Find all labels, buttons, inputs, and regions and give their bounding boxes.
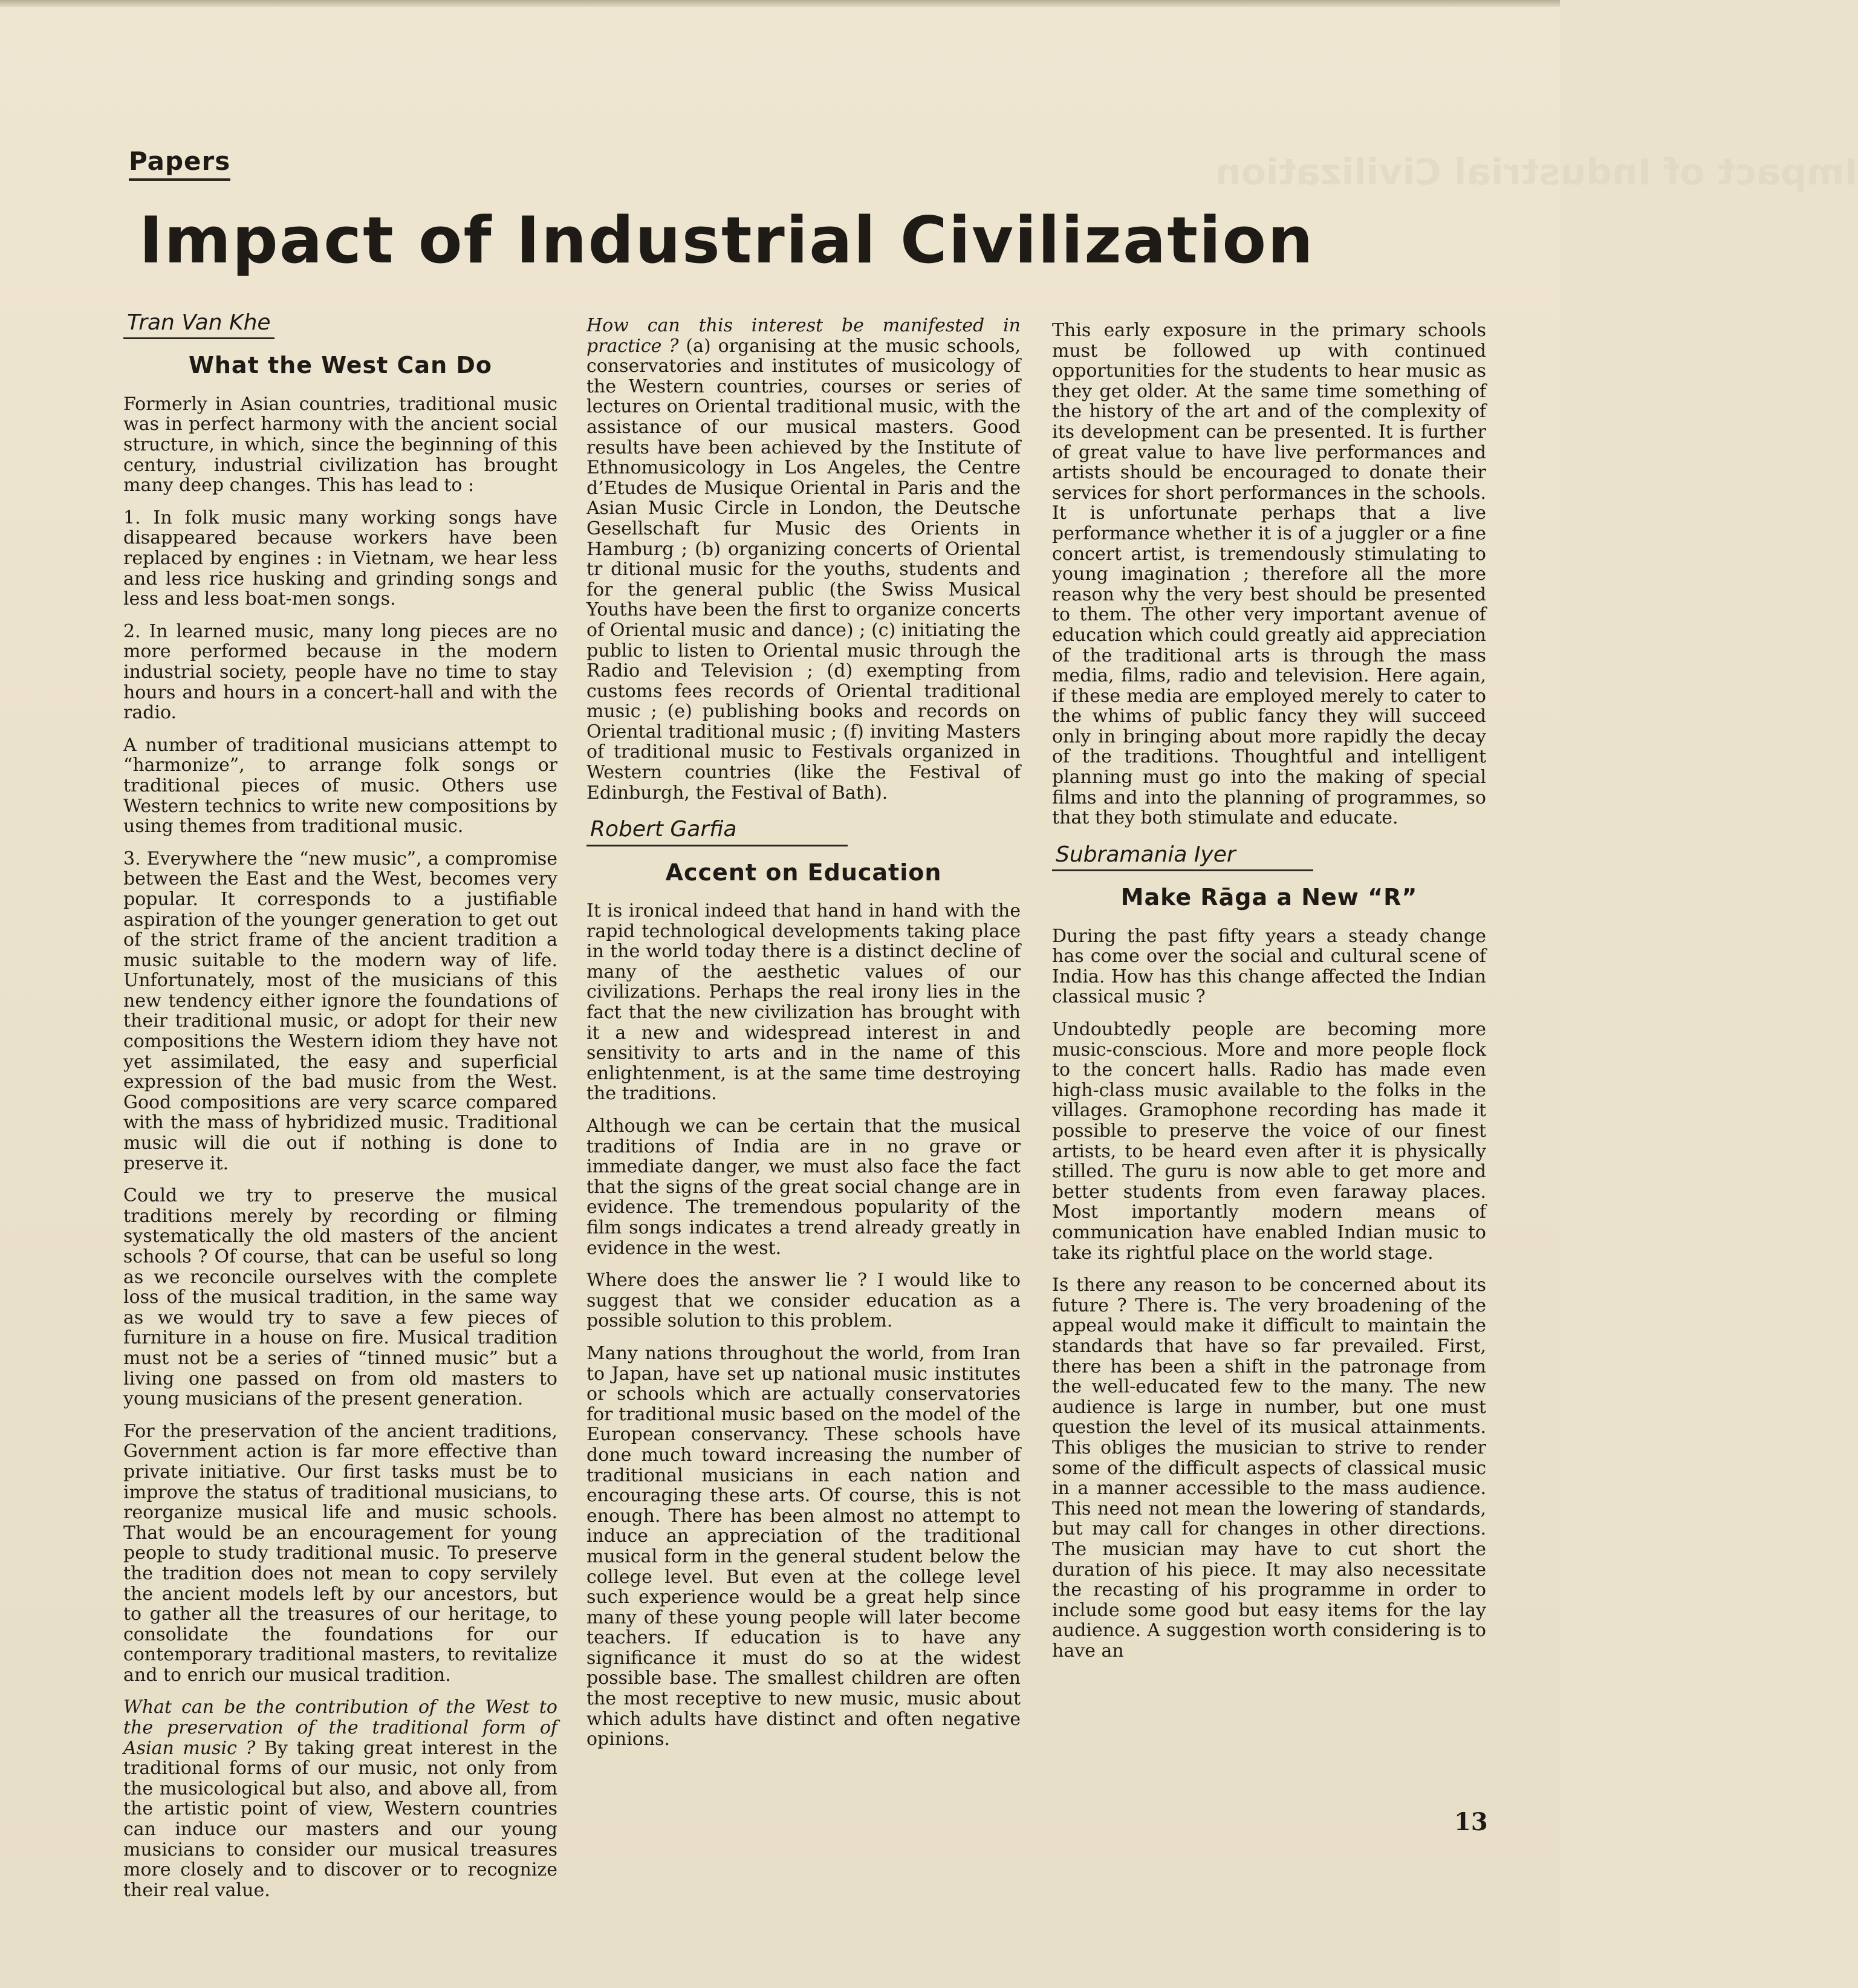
article1-answer: By taking great interest in the traditional forms of our music, not only from the musicological but also, and above all, from the artistic point of view, Western countries can induce our masters and our young musicians to consider our musical treasures more closely and to discover or to recognize their real value. [123,1737,557,1901]
article1-paragraph: Could we try to preserve the musical traditions merely by recording or filming systematically the old masters of the ancient schools ? Of course, that can be useful so long as we reconcile ourselves with the complete loss of the musical tradition, in the same way as we would try to save a few pieces of furniture in a house on fire. Musical tradition must not be a series of “tinned music” but a living one passed on from old masters to young musicians of the present generation. [123,1185,557,1410]
article2-paragraph: It is ironical indeed that hand in hand with the rapid technological developments taking place in the world today there is a distinct decline of many of the aesthetic values of our civilizations. Perhaps the real irony lies in the fact that the new civilization has brought with it a new and widespread interest in and sensitivity to arts and in the name of this enlightenment, is at the same time destroying the traditions. [586,900,1021,1105]
article1-paragraph [586,316,1021,803]
page-title: Impact of Industrial Civilization [139,203,1314,278]
article2-paragraph: Although we can be certain that the musical traditions of India are in no grave or immediate danger, we must also face the fact that the signs of the great social change are in evidence. The tremendous popularity of the film songs indicates a trend already greatly in evidence in the west. [586,1116,1021,1259]
article1-paragraph: 3. Everywhere the “new music”, a compromise between the East and the West, becomes very popular. It corresponds to a justifiable aspiration of the younger generation to get out of the strict frame of the ancient tradition a music suitable to the modern way of life. Unfortunately, most of the musicians of this new tendency either ignore the foundations of their traditional music, or adopt for their new compositions the Western idiom they have not yet assimilated, the easy and superficial expression of the bad music from the West. Good compositions are very scarce compared with the mass of hybridized music. Traditional music will die out if nothing is done to preserve it. [123,848,557,1174]
article1-paragraph: For the preservation of the ancient traditions, Government action is far more effective than private initiative. Our first tasks must be to improve the status of traditional musicians, to reorganize musical life and music schools. That would be an encouragement for young people to study traditional music. To preserve the tradition does not mean to copy servilely the ancient models left by our ancestors, but to gather all the treasures of our heritage, to consolidate the foundations for our contemporary traditional masters, to revitalize and to enrich our musical tradition. [123,1420,557,1686]
page-top-edge [0,0,1560,7]
column-3 [1052,320,1486,1796]
article1-question: How can this interest be manifested in practice ? [586,315,1021,357]
article3-paragraph: Undoubtedly people are becoming more music-conscious. More and more people flock to the concert halls. Radio has made even high-class music available to the folks in the villages. Gramophone recording has made it possible to preserve the voice of our finest artists, to be heard even after it is physically stilled. The guru is now able to get more and better students from even faraway places. Most importantly modern means of communication have enabled Indian music to take its rightful place on the world stage. [1052,1019,1486,1264]
article2-paragraph: This early exposure in the primary schools must be followed up with continued opportunities for the students to hear music as they get older. At the same time something of the history of the art and of the complexity of its development can be presented. It is further of great value to have live performances and artists should be encouraged to donate their services for short performances in the schools. It is unfortunate perhaps that a live performance whether it is of a juggler or a fine concert artist, is tremendously stimulating to young imagination ; therefore all the more reason why the very best should be presented to them. The other very important avenue of education which could greatly aid appreciation of the traditional arts is through the mass media, films, radio and television. Here again, if these media are employed merely to cater to the whims of public fancy they will succeed only in bringing about more rapidly the decay of the traditions. Thoughtful and intelligent planning must go into the making of special films and into the planning of programmes, so that they both stimulate and educate. [1052,320,1486,829]
article2-paragraph: Where does the answer lie ? I would like to suggest that we consider education as a possible solution to this problem. [586,1270,1021,1332]
article3-paragraph: Is there any reason to be concerned about its future ? There is. The very broadening of the appeal would make it difficult to maintain the standards that have so far prevailed. First, there has been a shift in the patronage from the well-educated few to the many. The new audience is large in number, but one must question the level of its musical attainments. This obliges the musician to strive to render some of the difficult aspects of classical music in a manner accessible to the mass audience. This need not mean the lowering of standards, but may call for changes in other directions. The musician may have to cut short the duration of his piece. It may also necessitate the recasting of his programme in order to include some good but easy items for the lay audience. A suggestion worth considering is to have an [1052,1275,1486,1662]
article1-author: Tran Van Khe [123,311,274,339]
article1-paragraph: A number of traditional musicians attempt to “harmonize”, to arrange folk songs or traditional pieces of music. Others use Western technics to write new compositions by using themes from traditional music. [123,734,557,837]
article3-author: Subramania Iyer [1052,843,1313,871]
article1-paragraph: 1. In folk music many working songs have disappeared because workers have been replaced by engines : in Vietnam, we hear less and less rice husking and grinding songs and less and less boat-men songs. [123,507,557,610]
article3-heading: Make Rāga a New “R” [1120,884,1418,911]
article2-heading: Accent on Education [665,859,942,886]
column-1 [123,308,557,1901]
article1-answer: (a) organising at the music schools, conservatories and institutes of musicology of the Western countries, courses or series of lectures on Oriental traditional music, with the assistance of our musical masters. Good results have been achieved by the Institute of Ethnomusicology in Los Angeles, the Centre d’Etudes de Musique Oriental in Paris and the Asian Music Circle in London, the Deutsche Gesellschaft fur Music des Orients in Hamburg ; (b) organizing concerts of Oriental tr ditional music for the youths, students and for the general public (the Swiss Musical Youths have been the first to organize concerts of Oriental music and dance) ; (c) initiating the public to listen to Oriental music through the Radio and Television ; (d) exempting from customs fees records of Oriental traditional music ; (e) publishing books and records on Oriental traditional music ; (f) inviting Masters of traditional music to Festivals organized in Western countries (like the Festival of Edinburgh, the Festival of Bath). [586,335,1021,804]
section-label: Papers [129,146,230,181]
article3-paragraph: During the past fifty years a steady change has come over the social and cultural scene of India. How has this change affected the Indian classical music ? [1052,925,1486,1008]
article1-paragraph [123,1697,557,1900]
column-2 [586,316,1021,1791]
article2-paragraph: Many nations throughout the world, from Iran to Japan, have set up national music institutes or schools which are actually conservatories for traditional music based on the model of the European conservancy. These schools have done much toward increasing the number of traditional musicians in each nation and encouraging these arts. Of course, this is not enough. There has been almost no attempt to induce an appreciation of the traditional musical form in the general student below the college level. But even at the college level such experience would be a great help since many of these young people will later become teachers. If education is to have any significance it must do so at the widest possible base. The smallest children are often the most receptive to new music, music about which adults have distinct and often negative opinions. [586,1342,1021,1750]
show-through-ghost-text: Impact of Industrial Civilization [1215,151,1858,193]
article1-question: What can be the contribution of the West to the preservation of the traditional form of Asian music ? [123,1697,557,1759]
article1-paragraph: Formerly in Asian countries, traditional music was in perfect harmony with the ancient social structure, in which, since the beginning of this century, industrial civilization has brought many deep changes. This has lead to : [123,393,557,496]
page-number: 13 [1454,1808,1488,1836]
article2-author: Robert Garfia [586,817,848,846]
article1-paragraph: 2. In learned music, many long pieces are no more performed because in the modern industrial society, people have no time to stay hours and hours in a concert-hall and with the radio. [123,620,557,724]
article1-heading: What the West Can Do [188,352,493,379]
